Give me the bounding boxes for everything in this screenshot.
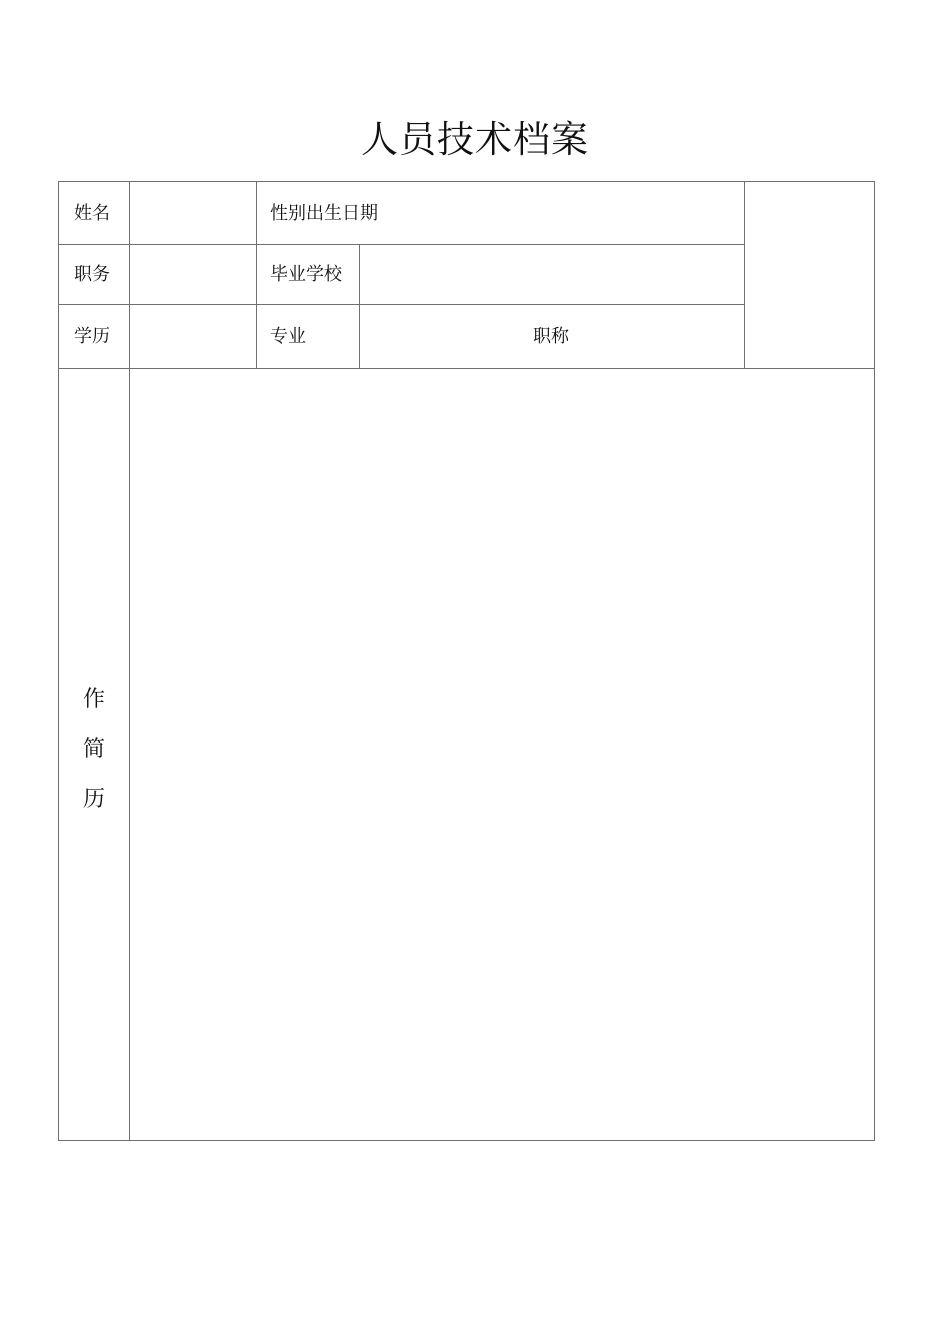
- row-divider-1: [58, 244, 745, 245]
- table-border-bottom: [58, 1140, 875, 1141]
- col-divider-photo: [744, 181, 745, 369]
- major-label: 专业: [270, 326, 306, 347]
- education-label: 学历: [74, 326, 110, 347]
- resume-label-char-1: 作: [82, 687, 105, 712]
- resume-label-char-2: 简: [82, 737, 105, 762]
- document-title: 人员技术档案: [361, 118, 589, 161]
- table-border-left: [58, 181, 59, 1141]
- job-title-label: 职称: [533, 326, 569, 347]
- row-divider-3: [58, 368, 875, 369]
- table-border-top: [58, 181, 875, 182]
- name-label: 姓名: [74, 203, 110, 224]
- resume-label-char-3: 历: [82, 787, 105, 812]
- school-label: 毕业学校: [270, 264, 342, 285]
- gender-birth-label: 性别出生日期: [270, 203, 378, 224]
- col-divider-3: [359, 244, 360, 369]
- col-divider-label: [129, 181, 130, 1141]
- position-label: 职务: [74, 264, 110, 285]
- table-border-right: [874, 181, 875, 1141]
- row-divider-2: [58, 304, 745, 305]
- col-divider-2: [256, 181, 257, 369]
